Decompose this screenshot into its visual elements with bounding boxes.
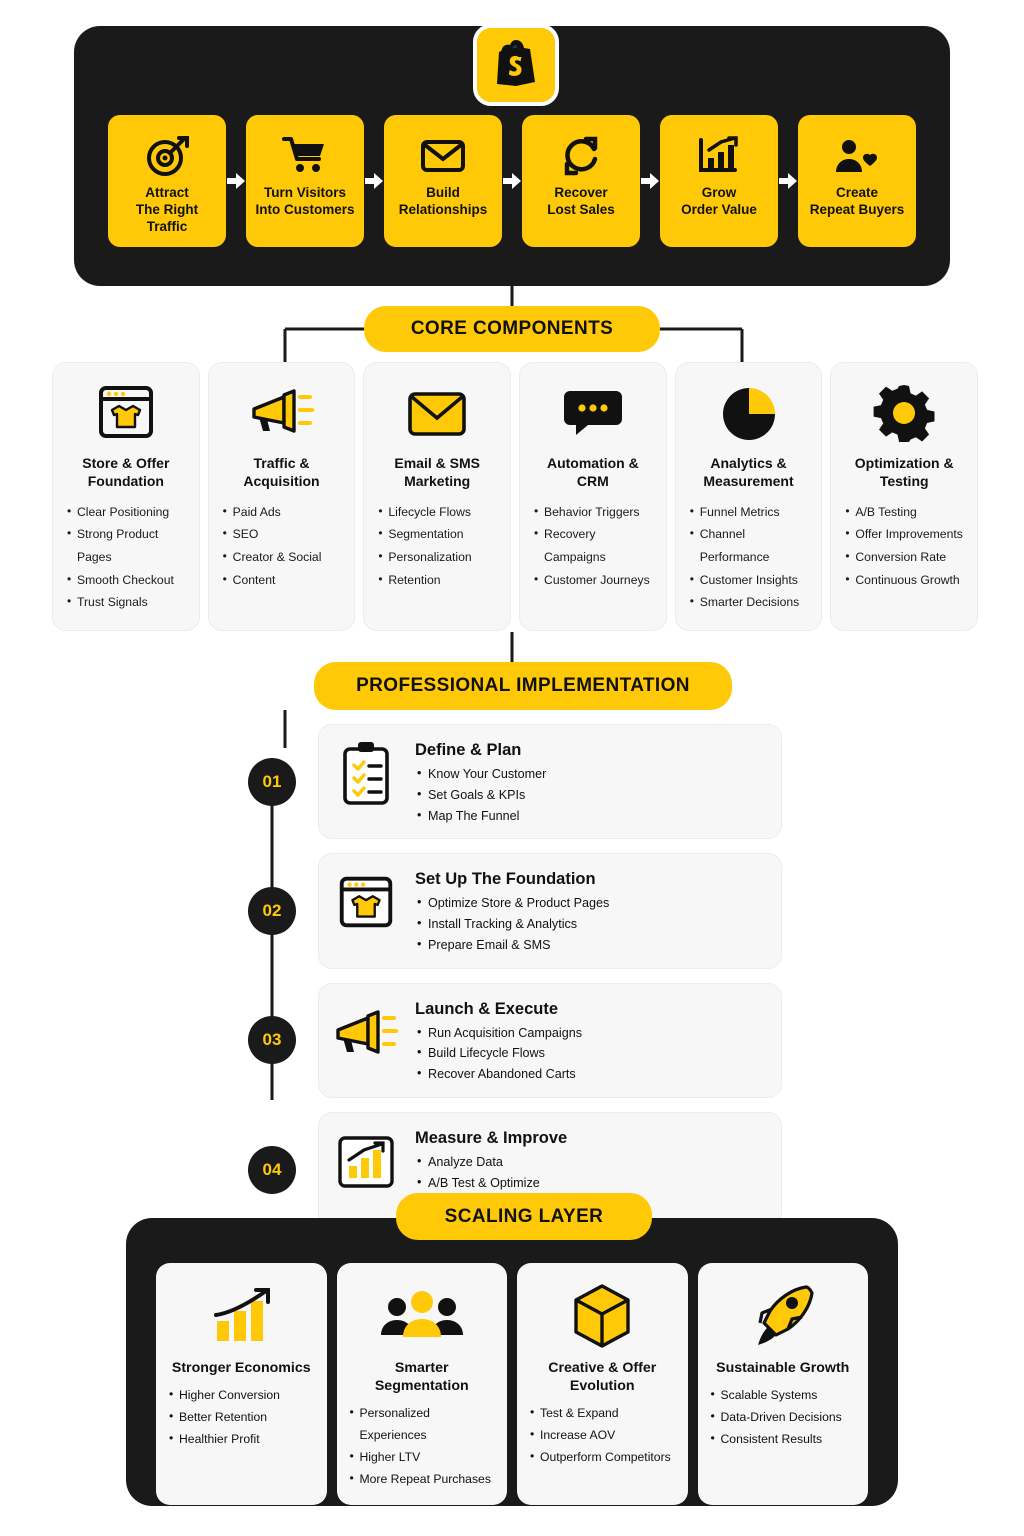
journey-step-attract[interactable] xyxy=(108,115,226,247)
list-item: • Smooth Checkout xyxy=(65,569,187,592)
journey-step-label: Attract The Right Traffic xyxy=(135,185,199,234)
people-group-icon xyxy=(378,1277,466,1355)
journey-step-label: Grow Order Value xyxy=(681,185,757,217)
scaling-card-stronger-economics[interactable] xyxy=(156,1263,327,1505)
list-item: • Consistent Results xyxy=(708,1429,859,1451)
scaling-layer-cards xyxy=(156,1263,868,1505)
list-item: • More Repeat Purchases xyxy=(347,1469,498,1491)
step-title: Launch & Execute xyxy=(415,999,559,1018)
list-item: • Know Your Customer xyxy=(415,764,546,785)
browser-tshirt-icon xyxy=(92,377,160,451)
step-card[interactable] xyxy=(318,853,782,968)
scaling-card-items xyxy=(166,1385,317,1451)
journey-step-label: Turn Visitors Into Customers xyxy=(255,185,355,217)
rocket-icon xyxy=(748,1277,818,1355)
implementation-step-03[interactable] xyxy=(248,983,788,1098)
list-item: • Creator & Social xyxy=(221,546,343,569)
list-item: • Segmentation xyxy=(376,523,498,546)
pie-chart-icon xyxy=(716,377,782,451)
megaphone-icon xyxy=(329,996,403,1070)
core-card-title: Optimization & Testing xyxy=(854,455,954,489)
journey-step-create-repeat-buyers[interactable] xyxy=(798,115,916,247)
scaling-card-title: Stronger Economics xyxy=(171,1360,311,1376)
step-number-badge: 02 xyxy=(248,887,296,935)
step-body xyxy=(415,996,582,1085)
scaling-layer-pill: SCALING LAYER xyxy=(396,1193,652,1240)
core-card-items xyxy=(65,501,187,614)
step-items xyxy=(415,764,546,826)
step-body xyxy=(415,737,546,826)
scaling-card-items xyxy=(347,1403,498,1491)
list-item: • A/B Test & Optimize xyxy=(415,1173,567,1194)
journey-step-recover-lost-sales[interactable] xyxy=(522,115,640,247)
list-item: • Personalization xyxy=(376,546,498,569)
list-item: • Install Tracking & Analytics xyxy=(415,914,609,935)
step-number-badge: 01 xyxy=(248,758,296,806)
step-number-badge: 04 xyxy=(248,1146,296,1194)
list-item: • Run Acquisition Campaigns xyxy=(415,1023,582,1044)
list-item: • Channel Performance xyxy=(688,523,810,568)
scaling-card-sustainable-growth[interactable] xyxy=(698,1263,869,1505)
list-item: • Offer Improvements xyxy=(843,523,965,546)
journey-step-label: Recover Lost Sales xyxy=(547,185,615,217)
arrow-icon xyxy=(778,115,798,247)
list-item: • A/B Testing xyxy=(843,501,965,524)
envelope-open-icon xyxy=(402,377,472,451)
professional-implementation-pill: PROFESSIONAL IMPLEMENTATION xyxy=(314,662,732,710)
scaling-card-items xyxy=(708,1385,859,1451)
step-title: Measure & Improve xyxy=(415,1128,568,1147)
implementation-step-02[interactable] xyxy=(248,853,788,968)
list-item: • Scalable Systems xyxy=(708,1385,859,1407)
scaling-card-items xyxy=(527,1403,678,1469)
journey-step-label: Build Relationships xyxy=(398,185,488,217)
megaphone-icon xyxy=(246,377,318,451)
bar-chart-growth-icon xyxy=(697,133,741,179)
step-title: Define & Plan xyxy=(415,741,522,759)
arrow-icon xyxy=(502,115,522,247)
list-item: • Better Retention xyxy=(166,1407,317,1429)
list-item: • Test & Expand xyxy=(527,1403,678,1425)
scaling-card-title: Creative & Offer Evolution xyxy=(548,1360,657,1395)
list-item: • Paid Ads xyxy=(221,501,343,524)
core-card-optimization-testing[interactable] xyxy=(830,362,978,631)
list-item: • Content xyxy=(221,569,343,592)
core-card-items xyxy=(843,501,965,591)
list-item: • Customer Journeys xyxy=(532,569,654,592)
gear-icon xyxy=(871,377,937,451)
core-card-title: Analytics & Measurement xyxy=(703,455,794,489)
list-item: • Set Goals & KPIs xyxy=(415,785,546,806)
step-card[interactable] xyxy=(318,724,782,839)
list-item: • Trust Signals xyxy=(65,591,187,614)
journey-step-grow-order-value[interactable] xyxy=(660,115,778,247)
core-card-analytics-measurement[interactable] xyxy=(675,362,823,631)
core-card-store-offer-foundation[interactable] xyxy=(52,362,200,631)
list-item: • Increase AOV xyxy=(527,1425,678,1447)
list-item: • Strong Product Pages xyxy=(65,523,187,568)
envelope-icon xyxy=(420,133,466,179)
core-card-automation-crm[interactable] xyxy=(519,362,667,631)
list-item: • Behavior Triggers xyxy=(532,501,654,524)
list-item: • Retention xyxy=(376,569,498,592)
shopify-logo-badge xyxy=(473,24,559,106)
core-card-email-sms-marketing[interactable] xyxy=(363,362,511,631)
list-item: • Optimize Store & Product Pages xyxy=(415,893,609,914)
core-card-title: Traffic & Acquisition xyxy=(243,455,320,489)
core-card-items xyxy=(532,501,654,591)
list-item: • Customer Insights xyxy=(688,569,810,592)
list-item: • Higher Conversion xyxy=(166,1385,317,1407)
list-item: • Outperform Competitors xyxy=(527,1447,678,1469)
scaling-card-title: Sustainable Growth xyxy=(716,1360,850,1376)
scaling-card-creative-offer-evolution[interactable] xyxy=(517,1263,688,1505)
list-item: • Recover Abandoned Carts xyxy=(415,1064,582,1085)
core-card-title: Automation & CRM xyxy=(546,455,639,489)
clipboard-checklist-icon xyxy=(329,737,403,811)
list-item: • Higher LTV xyxy=(347,1447,498,1469)
person-heart-icon xyxy=(834,133,880,179)
arrow-icon xyxy=(640,115,660,247)
core-card-items xyxy=(688,501,810,614)
step-number-badge: 03 xyxy=(248,1016,296,1064)
bar-chart-arrow-icon xyxy=(329,1125,403,1199)
bar-chart-arrow-icon xyxy=(204,1277,278,1355)
shopify-bag-icon xyxy=(494,39,538,92)
list-item: • Map The Funnel xyxy=(415,806,546,827)
arrow-icon xyxy=(226,115,246,247)
list-item: • Personalized Experiences xyxy=(347,1403,498,1447)
scaling-card-title: Smarter Segmentation xyxy=(374,1360,469,1395)
core-card-items xyxy=(221,501,343,591)
journey-step-turn-visitors[interactable] xyxy=(246,115,364,247)
implementation-steps xyxy=(248,724,788,1241)
step-items xyxy=(415,893,609,955)
core-card-title: Email & SMS Marketing xyxy=(394,455,480,489)
list-item: • Recovery Campaigns xyxy=(532,523,654,568)
list-item: • Prepare Email & SMS xyxy=(415,935,609,956)
browser-tshirt-icon xyxy=(329,866,403,940)
list-item: • Build Lifecycle Flows xyxy=(415,1043,582,1064)
chat-bubble-dots-icon xyxy=(558,377,628,451)
cube-box-icon xyxy=(570,1277,634,1355)
core-card-traffic-acquisition[interactable] xyxy=(208,362,356,631)
list-item: • Conversion Rate xyxy=(843,546,965,569)
list-item: • Funnel Metrics xyxy=(688,501,810,524)
list-item: • Continuous Growth xyxy=(843,569,965,592)
implementation-step-01[interactable] xyxy=(248,724,788,839)
core-components-row xyxy=(52,362,978,631)
list-item: • SEO xyxy=(221,523,343,546)
step-items xyxy=(415,1023,582,1085)
scaling-card-smarter-segmentation[interactable] xyxy=(337,1263,508,1505)
list-item: • Analyze Data xyxy=(415,1152,567,1173)
core-card-title: Store & Offer Foundation xyxy=(82,455,170,489)
list-item: • Data-Driven Decisions xyxy=(708,1407,859,1429)
arrow-icon xyxy=(364,115,384,247)
step-title: Set Up The Foundation xyxy=(415,870,596,889)
core-components-pill: CORE COMPONENTS xyxy=(364,306,660,352)
customer-journey-steps xyxy=(108,115,920,247)
list-item: • Healthier Profit xyxy=(166,1429,317,1451)
journey-step-build-relationships[interactable] xyxy=(384,115,502,247)
core-card-items xyxy=(376,501,498,591)
step-body xyxy=(415,866,609,955)
refresh-cycle-icon xyxy=(560,133,602,179)
list-item: • Clear Positioning xyxy=(65,501,187,524)
shopping-cart-icon xyxy=(282,133,328,179)
list-item: • Lifecycle Flows xyxy=(376,501,498,524)
journey-step-label: Create Repeat Buyers xyxy=(809,185,905,217)
step-card[interactable] xyxy=(318,983,782,1098)
list-item: • Smarter Decisions xyxy=(688,591,810,614)
target-arrow-icon xyxy=(145,133,189,179)
